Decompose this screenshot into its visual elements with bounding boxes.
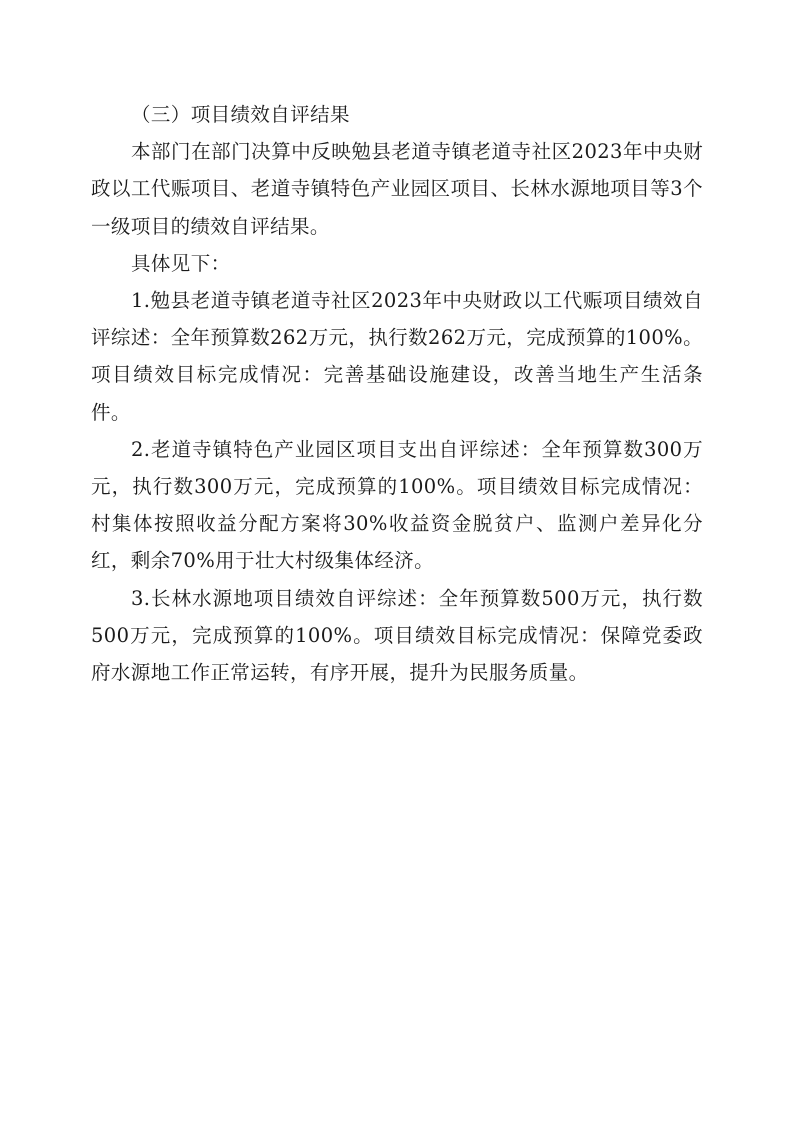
details-lead-paragraph: 具体见下： <box>131 251 231 275</box>
section-heading: （三）项目绩效自评结果 <box>131 103 350 126</box>
project-3-paragraph: 3.长林水源地项目绩效自评综述：全年预算数500万元，执行数500万元，完成预算的100%。项目绩效目标完成情况：保障党委政府水源地工作正常运转，有序开展，提升为民服务质量。 <box>91 586 703 685</box>
intro-paragraph: 本部门在部门决算中反映勉县老道寺镇老道寺社区2023年中央财政以工代赈项目、老道寺镇特色产业园区项目、长林水源地项目等3个一级项目的绩效自评结果。 <box>91 140 703 238</box>
document-body <box>91 96 703 691</box>
project-2-paragraph: 2.老道寺镇特色产业园区项目支出自评综述：全年预算数300万元，执行数300万元，完成预算的100%。项目绩效目标完成情况：村集体按照收益分配方案将30%收益资金脱贫户、监测户差异化分红，剩余70%用于壮大村级集体经济。 <box>91 437 703 573</box>
project-1-paragraph: 1.勉县老道寺镇老道寺社区2023年中央财政以工代赈项目绩效自评综述：全年预算数262万元，执行数262万元，完成预算的100%。项目绩效目标完成情况：完善基础设施建设，改善当地生产生活条件。 <box>91 289 703 424</box>
